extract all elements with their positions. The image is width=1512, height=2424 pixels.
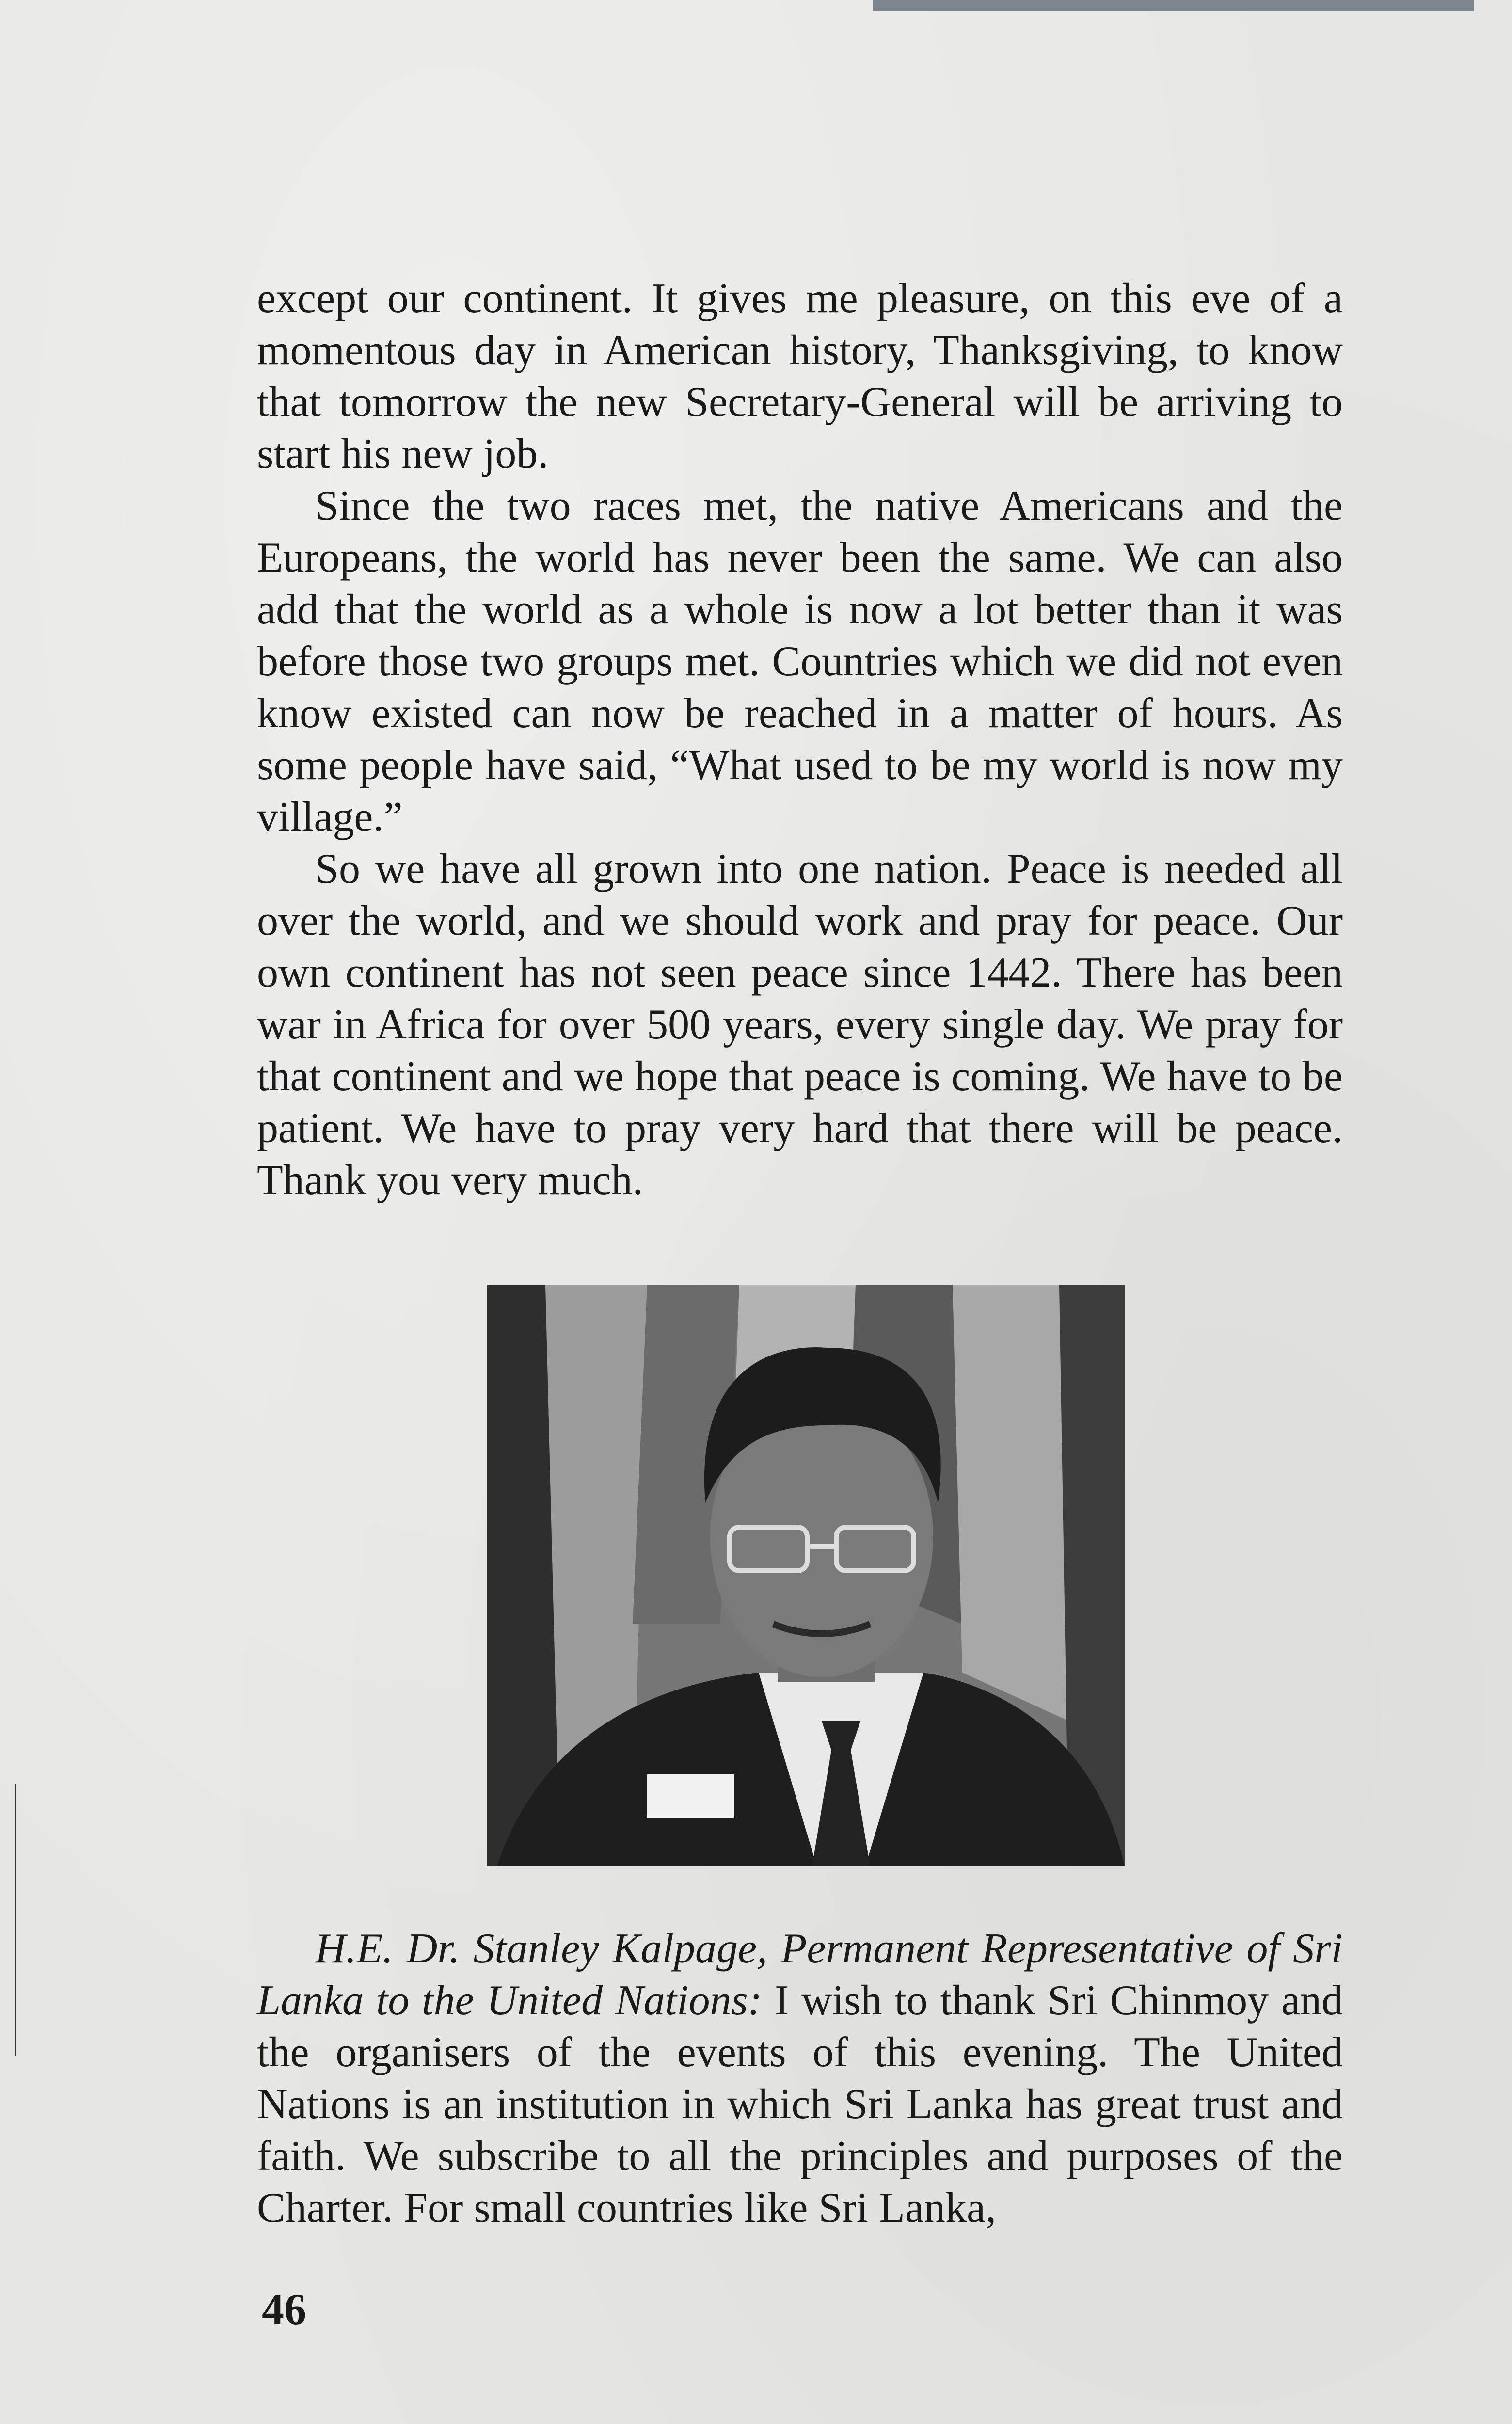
speaker-photo-image xyxy=(487,1285,1125,1866)
speaker-remarks: I wish to thank Sri Chinmoy and the organisers of the events of this evening. The United Nations is an institution in which Sri Lanka has great trust and faith. We subscribe to all the principles and purposes of the Charter. For small countries like Sri Lanka, xyxy=(257,1977,1343,2232)
paragraph-races: Since the two races met, the native Americans and the Europeans, the world has never been the same. We can also add that the world as a whole is now a lot better than it was before those two groups met. Countries which we did not even know existed can now be reached in a matter of hours. As some people have said, “What used to be my world is now my village.” xyxy=(257,482,1343,841)
page-number: 46 xyxy=(262,2284,306,2334)
paragraph-peace: So we have all grown into one nation. Peace is needed all over the world, and we should work and pray for peace. Our own continent has not seen peace since 1442. There has been war in Africa for over 500 years, every single day. We pray for that continent and we hope that peace is coming. We have to be patient. We have to pray very hard that there will be peace. Thank you very much. xyxy=(257,845,1343,1204)
paragraph-kalpage xyxy=(257,1923,1343,2234)
top-edge-rule xyxy=(873,0,1474,11)
speaker-photo xyxy=(487,1285,1125,1866)
scan-edge-mark xyxy=(15,1784,16,2056)
paragraph-continued: except our continent. It gives me pleasure, on this eve of a momentous day in American history, Thanksgiving, to know that tomorrow the new Secretary-General will be arriving to start his new job. xyxy=(257,275,1343,478)
speaker-attribution: H.E. Dr. Stanley Kalpage, Permanent Representative of Sri Lanka to the United Nations: xyxy=(257,1925,1343,2024)
bottom-text-block xyxy=(257,1923,1343,2234)
top-text-block xyxy=(257,272,1343,1206)
